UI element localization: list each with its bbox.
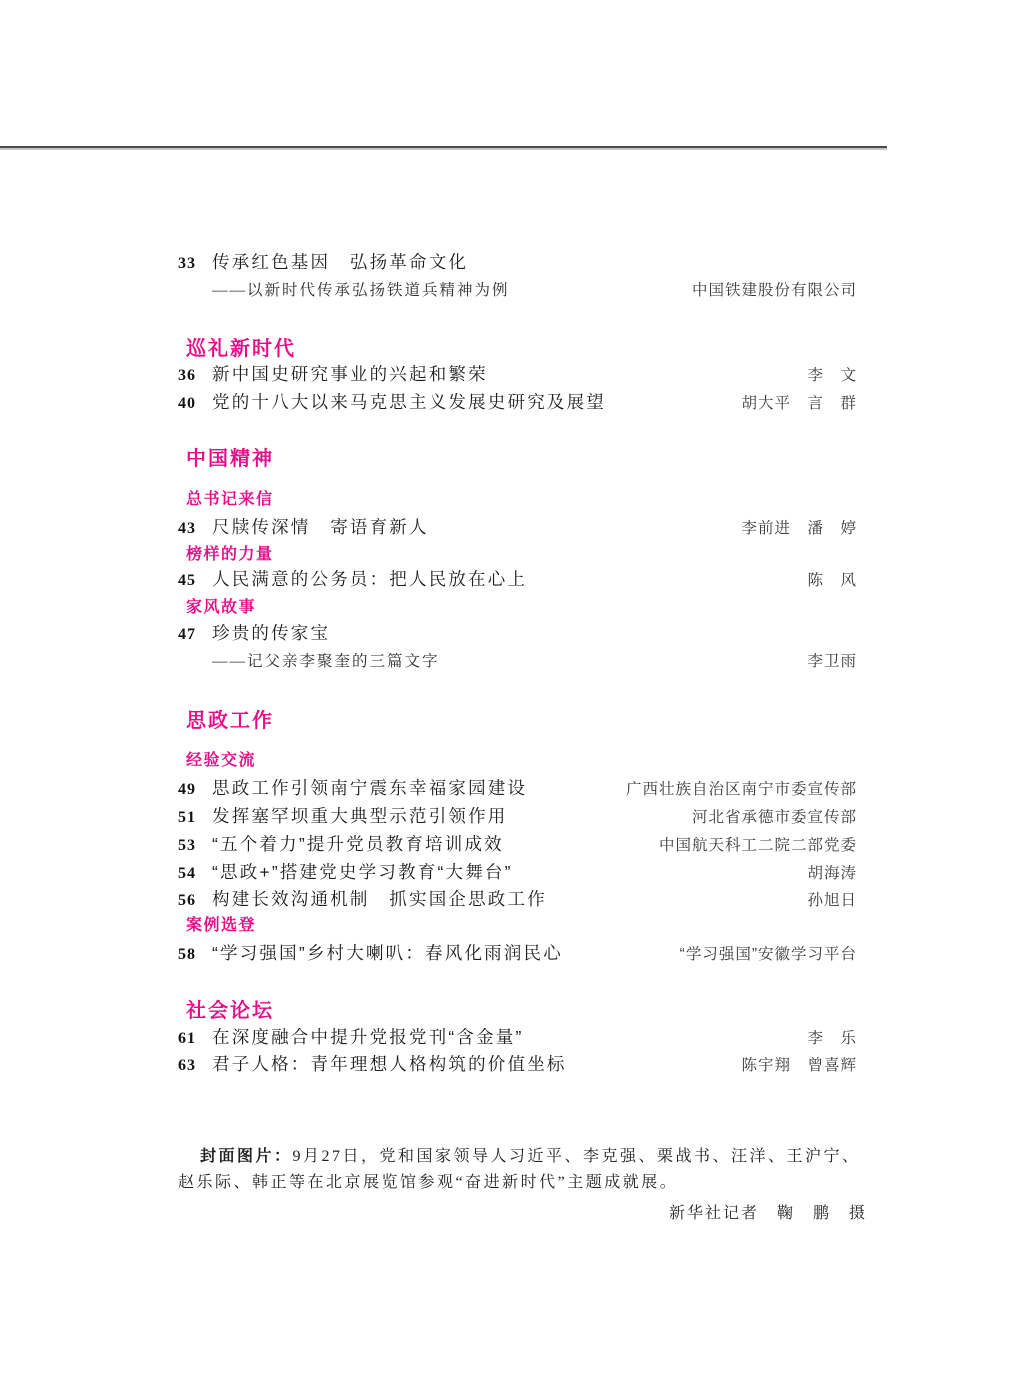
entry-author: “学习强国”安徽学习平台 xyxy=(679,946,857,963)
entry-number: 53 xyxy=(178,837,196,854)
section-header-zhongguo-jingshen: 中国精神 xyxy=(186,448,274,470)
section-header-shehui-luntan: 社会论坛 xyxy=(186,1000,274,1022)
entry-author: 李卫雨 xyxy=(807,653,857,670)
entry-author: 胡大平 言 群 xyxy=(741,395,857,412)
entry-number: 49 xyxy=(178,781,196,798)
entry-author: 李 文 xyxy=(807,367,857,384)
toc-entry-40 xyxy=(178,391,857,415)
section-header-xunli-xinshidai: 巡礼新时代 xyxy=(186,338,296,360)
toc-entry-43 xyxy=(178,516,857,540)
subsection-header-jiafeng-gushi: 家风故事 xyxy=(186,599,257,616)
entry-author: 中国航天科工二院二部党委 xyxy=(658,837,857,854)
entry-title: 传承红色基因 弘扬革命文化 xyxy=(212,252,469,272)
entry-author: 胡海涛 xyxy=(807,865,857,882)
entry-number: 33 xyxy=(178,255,196,272)
subsection-header-zongshuji-laixin: 总书记来信 xyxy=(186,491,274,508)
entry-title: 在深度融合中提升党报党刊“含金量” xyxy=(212,1027,524,1047)
toc-entry-58 xyxy=(178,942,857,966)
entry-title: 人民满意的公务员：把人民放在心上 xyxy=(212,569,528,589)
entry-author: 陈宇翔 曾喜辉 xyxy=(741,1057,857,1074)
entry-number: 45 xyxy=(178,572,196,589)
subsection-header-bangyang-liliang: 榜样的力量 xyxy=(186,546,274,563)
toc-entry-63 xyxy=(178,1053,857,1077)
toc-entry-47 xyxy=(178,622,857,646)
toc-entry-33-subtitle xyxy=(178,280,857,302)
entry-number: 54 xyxy=(178,865,196,882)
entry-number: 51 xyxy=(178,809,196,826)
toc-entry-54 xyxy=(178,861,857,885)
entry-author: 李 乐 xyxy=(807,1030,857,1047)
toc-entry-49 xyxy=(178,777,857,801)
cover-caption-label: 封面图片： xyxy=(200,1148,293,1165)
section-header-sizheng-gongzuo: 思政工作 xyxy=(186,710,274,732)
top-rule xyxy=(0,146,887,148)
toc-entry-61 xyxy=(178,1026,857,1050)
entry-subtitle: ——记父亲李聚奎的三篇文字 xyxy=(212,653,440,670)
subsection-header-anli-xuandeng: 案例选登 xyxy=(186,917,257,934)
entry-author: 孙旭日 xyxy=(807,892,857,909)
entry-title: “学习强国”乡村大喇叭：春风化雨润民心 xyxy=(212,943,563,963)
entry-number: 58 xyxy=(178,946,196,963)
entry-author: 中国铁建股份有限公司 xyxy=(691,282,857,299)
entry-number: 36 xyxy=(178,367,196,384)
cover-caption-text: 9月27日，党和国家领导人习近平、李克强、栗战书、汪洋、王沪宁、 xyxy=(292,1148,861,1165)
entry-title: 珍贵的传家宝 xyxy=(212,623,331,643)
entry-number: 43 xyxy=(178,520,196,537)
photo-credit: 新华社记者 鞠 鹏 摄 xyxy=(668,1205,867,1222)
toc-entry-56 xyxy=(178,888,857,912)
subsection-header-jingyan-jiaoliu: 经验交流 xyxy=(186,752,257,769)
entry-number: 40 xyxy=(178,395,196,412)
entry-title: “五个着力”提升党员教育培训成效 xyxy=(212,834,504,854)
entry-author: 陈 风 xyxy=(807,572,857,589)
toc-entry-33 xyxy=(178,251,857,275)
entry-subtitle: ——以新时代传承弘扬铁道兵精神为例 xyxy=(212,282,510,299)
entry-title: 党的十八大以来马克思主义发展史研究及展望 xyxy=(212,392,606,412)
toc-entry-53 xyxy=(178,833,857,857)
toc-entry-36 xyxy=(178,363,857,387)
entry-title: 构建长效沟通机制 抓实国企思政工作 xyxy=(212,889,547,909)
toc-entry-51 xyxy=(178,805,857,829)
entry-title: 发挥塞罕坝重大典型示范引领作用 xyxy=(212,806,508,826)
entry-number: 63 xyxy=(178,1057,196,1074)
entry-number: 61 xyxy=(178,1030,196,1047)
entry-number: 47 xyxy=(178,626,196,643)
toc-entry-45 xyxy=(178,568,857,592)
entry-title: 君子人格：青年理想人格构筑的价值坐标 xyxy=(212,1054,567,1074)
cover-caption-line1 xyxy=(178,1145,867,1169)
entry-author: 李前进 潘 婷 xyxy=(741,520,857,537)
cover-caption-line2: 赵乐际、韩正等在北京展览馆参观“奋进新时代”主题成就展。 xyxy=(178,1174,679,1191)
entry-title: 新中国史研究事业的兴起和繁荣 xyxy=(212,364,488,384)
entry-title: 尺牍传深情 寄语育新人 xyxy=(212,517,429,537)
entry-author: 广西壮族自治区南宁市委宣传部 xyxy=(625,781,857,798)
entry-title: 思政工作引领南宁震东幸福家园建设 xyxy=(212,778,528,798)
entry-author: 河北省承德市委宣传部 xyxy=(691,809,857,826)
toc-entry-47-subtitle xyxy=(178,651,857,673)
entry-title: “思政+”搭建党史学习教育“大舞台” xyxy=(212,862,513,882)
entry-number: 56 xyxy=(178,892,196,909)
